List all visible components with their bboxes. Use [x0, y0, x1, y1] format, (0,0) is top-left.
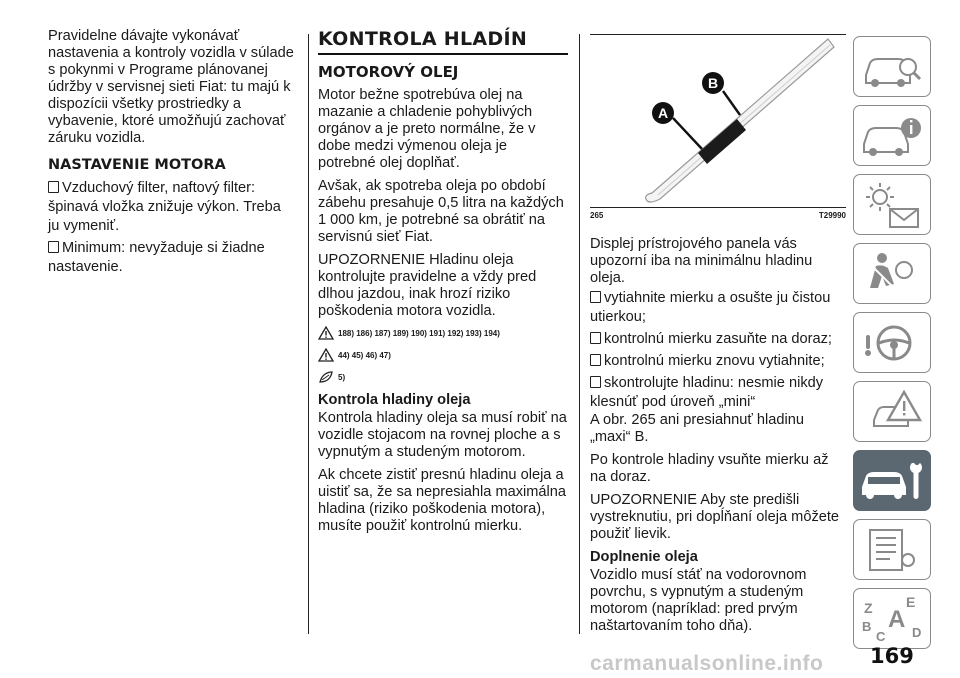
tab-lights-warnings[interactable]: [853, 174, 931, 235]
subsection-heading: Kontrola hladiny oleja: [318, 392, 471, 408]
svg-text:E: E: [906, 594, 916, 610]
tab-servicing-care[interactable]: [853, 450, 931, 511]
figure-code: T29990: [818, 211, 846, 220]
car-wrench-icon: [854, 451, 930, 510]
list-item: kontrolnú mierku zasuňte na doraz;: [590, 330, 846, 349]
tab-emergency[interactable]: [853, 381, 931, 442]
checkbox-icon: [48, 241, 59, 253]
checkbox-icon: [48, 181, 59, 193]
tab-starting-driving[interactable]: [853, 312, 931, 373]
tab-safety[interactable]: [853, 243, 931, 304]
column-divider-2: [579, 34, 580, 634]
list-item: vytiahnite mierku a osušte ju čistou utierkou;: [590, 290, 831, 325]
tab-vehicle-knowledge[interactable]: [853, 36, 931, 97]
column-divider-1: [308, 34, 309, 634]
paragraph: Displej prístrojového panela vás upozorní iba na minimálnu hladinu oleja.: [590, 236, 813, 286]
environment-icon: [318, 370, 334, 384]
paragraph: Motor bežne spotrebúva olej na mazanie a chladenie pohyblivých orgánov a je preto normálne, že v dobe medzi výmenou oleja je potrebné olej doplňať.: [318, 87, 536, 171]
chapter-tabs: [853, 36, 933, 657]
warning-triangle-icon: [318, 326, 334, 340]
list-item: kontrolnú mierku znovu vytiahnite;: [590, 352, 846, 371]
caution-triangle-icon: [318, 348, 334, 362]
list-item: skontrolujte hladinu: nesmie nikdy klesnúť pod úroveň „mini“: [590, 375, 824, 410]
tab-technical-data[interactable]: [853, 519, 931, 580]
car-search-icon: [854, 37, 930, 96]
chapter-title: KONTROLA HLADÍN: [318, 28, 568, 55]
paragraph: Kontrola hladiny oleja sa musí robiť na vozidle stojacom na rovnej ploche a s vypnutým a studeným motorom.: [318, 410, 567, 460]
seatbelt-airbag-icon: [854, 244, 930, 303]
section-subtitle: MOTOROVÝ OLEJ: [318, 63, 459, 81]
checkbox-icon: [590, 291, 601, 303]
dipstick-illustration: [590, 35, 846, 207]
svg-text:C: C: [876, 629, 886, 644]
checkbox-icon: [590, 354, 601, 366]
svg-text:A: A: [888, 606, 906, 633]
list-item: Vzduchový filter, naftový filter: špinavá vložka znižuje výkon. Treba ju vymeniť.: [48, 180, 281, 234]
column-right: [590, 28, 846, 641]
tab-index[interactable]: [853, 588, 931, 649]
label-a: A: [657, 105, 669, 121]
column-middle: [318, 28, 568, 541]
list-item: Minimum: nevyžaduje si žiadne nastavenie.: [48, 240, 265, 275]
environment-reference: 5): [318, 370, 568, 384]
svg-text:B: B: [862, 619, 872, 634]
car-info-icon: [854, 106, 930, 165]
paragraph: Avšak, ak spotreba oleja po období zábehu presahuje 0,5 litra na každých 1 000 km, je potrebné sa obrátiť na servisnú sieť Fiat.: [318, 178, 564, 245]
paragraph: Vozidlo musí stáť na vodorovnom povrchu, s vypnutým a studeným motorom (napríklad: pred prvým naštartovaním toho dňa).: [590, 567, 807, 634]
checkbox-icon: [590, 332, 601, 344]
watermark: carmanualsonline.info: [590, 652, 824, 675]
warning-lights-icon: [854, 175, 930, 234]
paragraph: Po kontrole hladiny vsuňte mierku až na doraz.: [590, 452, 829, 485]
svg-text:Z: Z: [864, 600, 873, 616]
figure-number: 265: [590, 211, 604, 220]
dipstick-figure: [590, 34, 846, 208]
label-b: B: [707, 75, 719, 91]
svg-text:D: D: [912, 625, 922, 640]
paragraph: UPOZORNENIE Hladinu oleja kontrolujte pravidelne a vždy pred dlhou jazdou, inak hrozí riziko poškodenia motora vozidla.: [318, 252, 537, 319]
steering-wheel-icon: [854, 313, 930, 372]
figure-caption: [590, 211, 846, 220]
document-list-icon: [854, 520, 930, 579]
caution-reference: 44) 45) 46) 47): [318, 348, 568, 362]
paragraph: UPOZORNENIE Aby ste predišli vystreknutiu, pri dopĺňaní oleja môžete použiť lievik.: [590, 492, 840, 542]
emergency-triangle-icon: [854, 382, 930, 441]
warning-reference: 188) 186) 187) 189) 190) 191) 192) 193) 194): [318, 326, 568, 340]
page-number: 169: [870, 644, 914, 668]
intro-paragraph: Pravidelne dávajte vykonávať nastavenia a kontroly vozidla v súlade s pokynmi v Programe plánovanej údržby v servisnej sieti Fiat: tu majú k dispozícii všetky prostriedky a vybavenie, ktoré umožňujú zachovať záruku vozidla.: [48, 28, 294, 146]
paragraph: A obr. 265 ani presiahnuť hladinu „maxi“ B.: [590, 412, 805, 445]
tab-instrument-panel[interactable]: [853, 105, 931, 166]
subsection-heading: Doplnenie oleja: [590, 549, 698, 565]
section-heading-engine: NASTAVENIE MOTORA: [48, 157, 226, 173]
checkbox-icon: [590, 376, 601, 388]
paragraph: Ak chcete zistiť presnú hladinu oleja a uistiť sa, že sa nepresiahla maximálna hladina (riziko poškodenia motora), musíte použiť kontrolnú mierku.: [318, 467, 567, 534]
alphabet-index-icon: [854, 589, 930, 648]
column-left: [48, 28, 296, 280]
